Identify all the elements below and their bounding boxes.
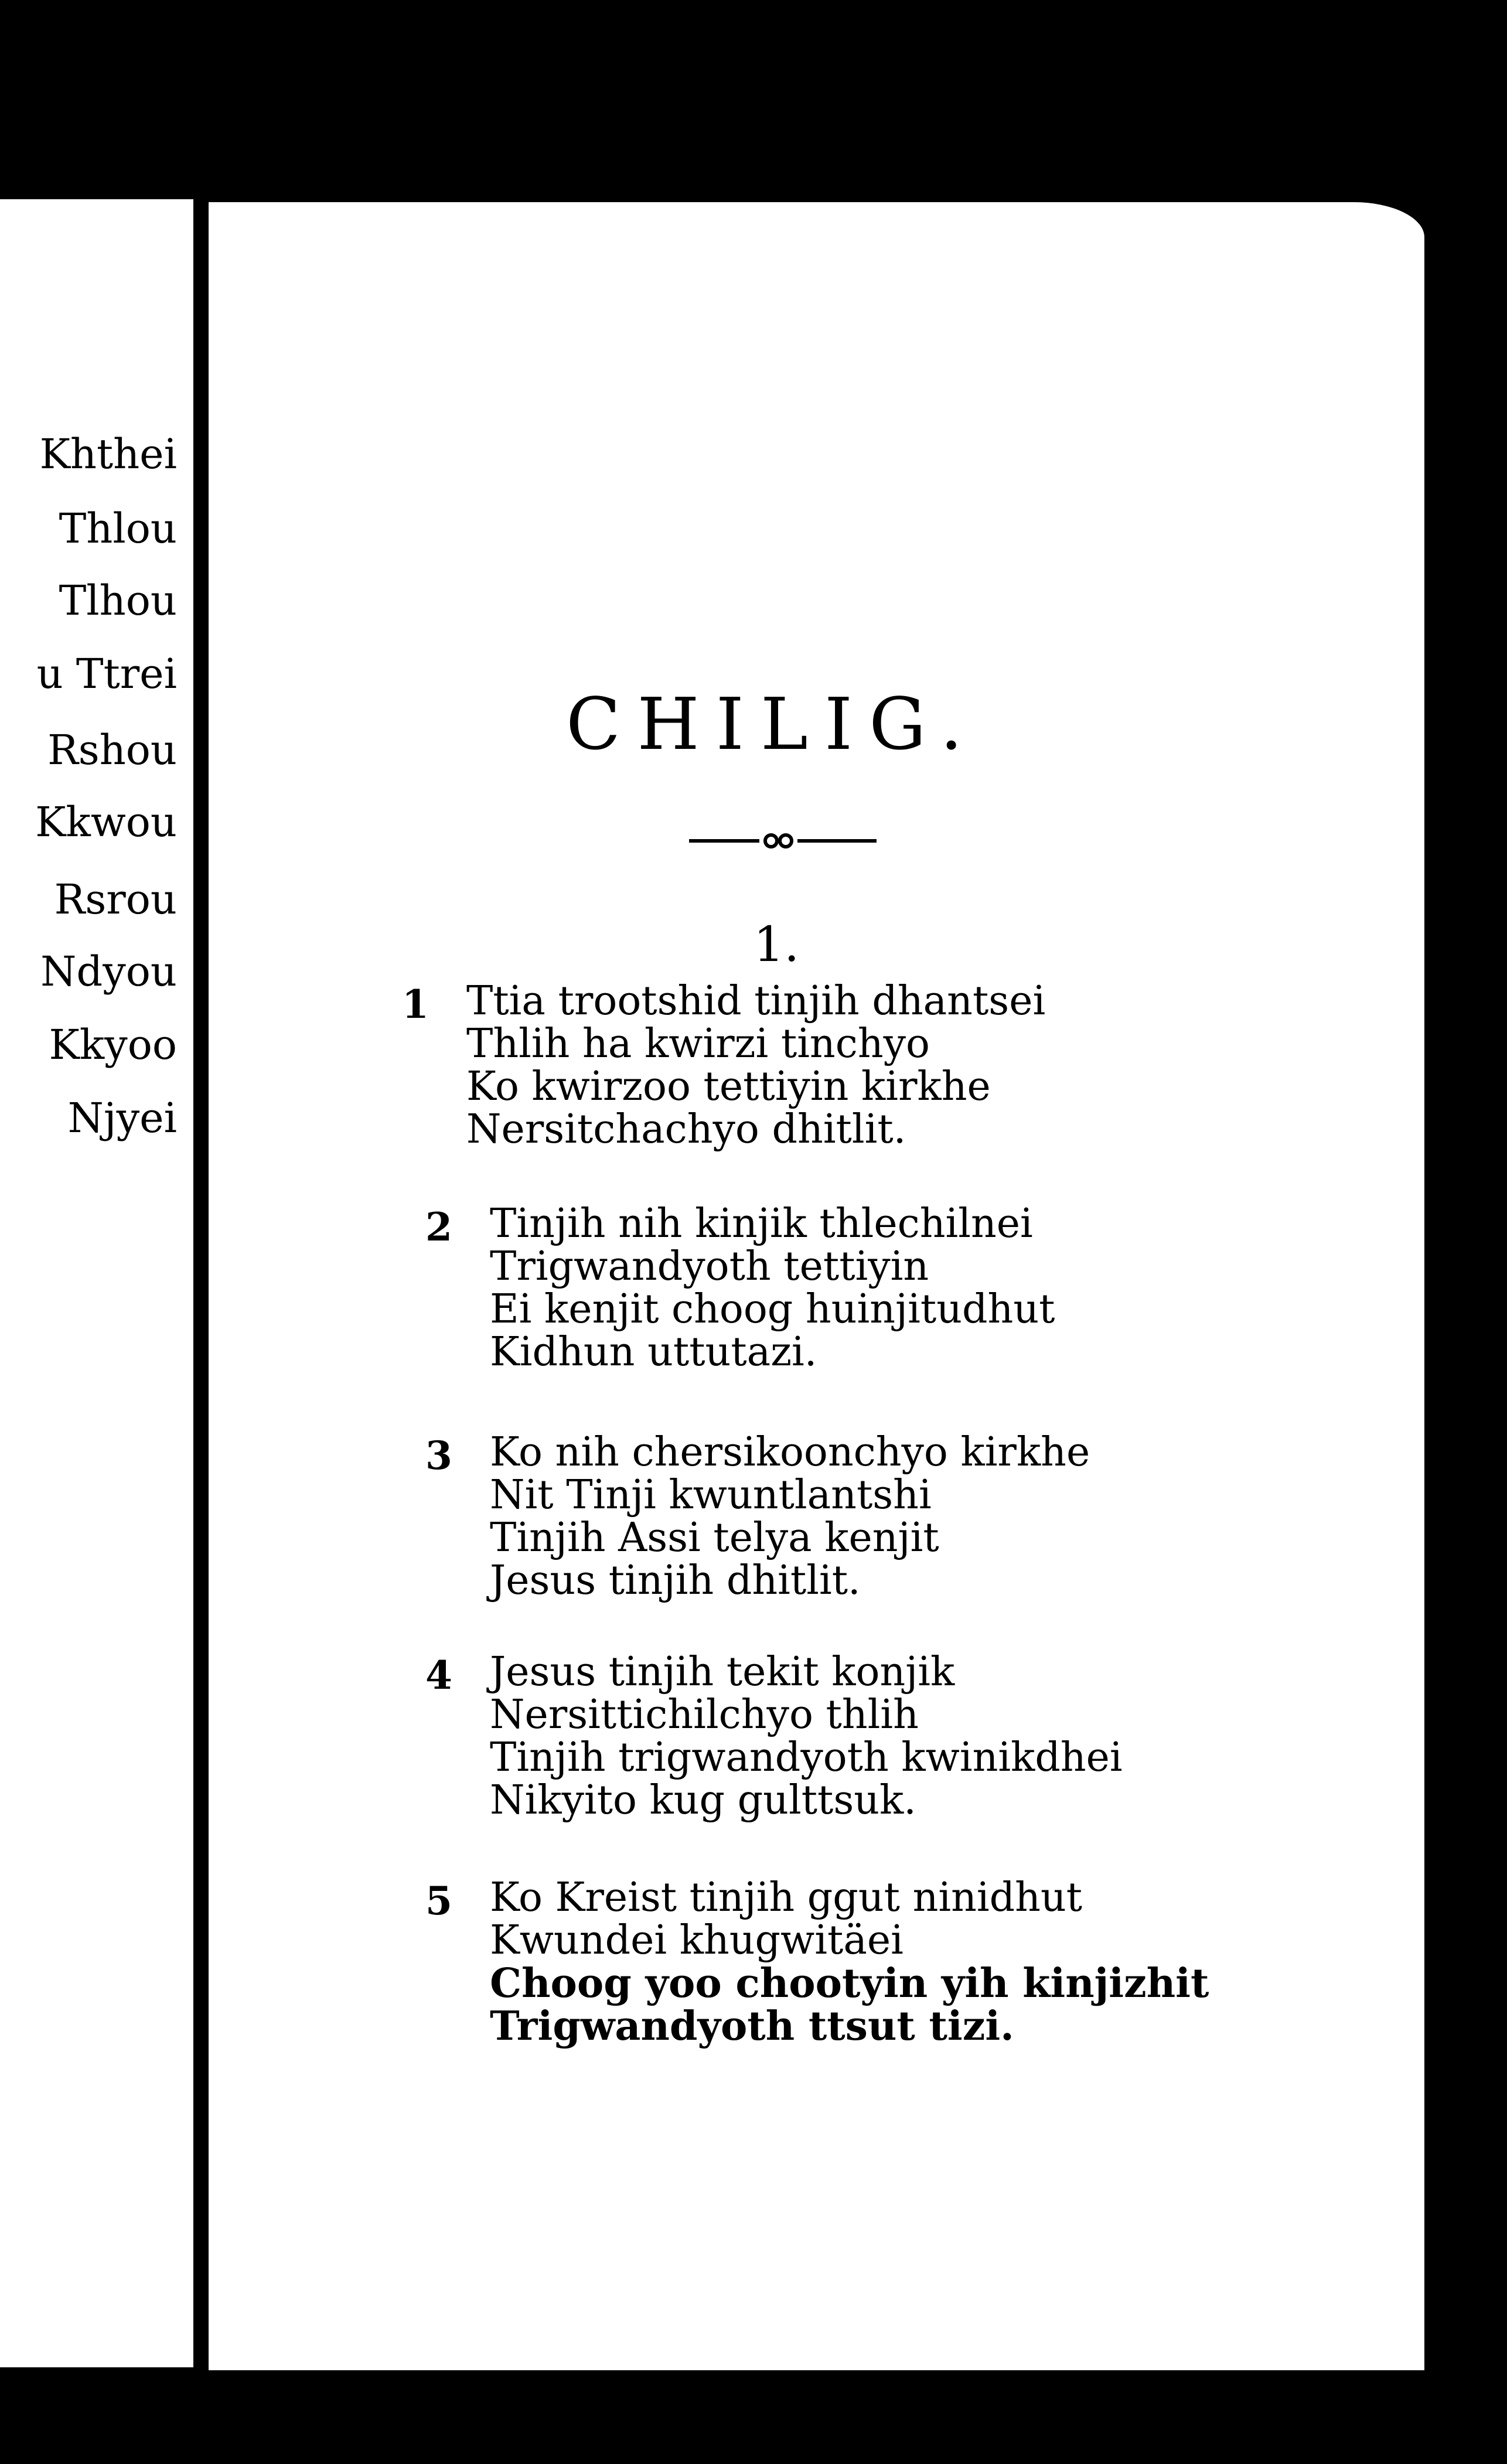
stanza-line: Jesus tinjih tekit konjik	[490, 1649, 955, 1695]
stanza-line: Choog yoo chootyin yih kinjizhit	[490, 1960, 1209, 2007]
left-word: Kkyoo	[49, 1021, 177, 1069]
stanza-line: Nikyito kug gulttsuk.	[490, 1777, 916, 1824]
hymn-number: 1.	[754, 917, 800, 973]
left-facing-page	[0, 199, 199, 2367]
stanza-line: Trigwandyoth ttsut tizi.	[490, 2003, 1014, 2050]
stanza-line: Jesus tinjih dhitlit.	[490, 1558, 861, 1604]
stanza-line: Nersitchachyo dhitlit.	[466, 1106, 906, 1153]
stanza-number: 3	[425, 1433, 452, 1478]
left-word: Thlou	[59, 505, 177, 553]
left-word: Khthei	[39, 430, 177, 478]
left-word: Njyei	[67, 1094, 177, 1142]
stanza-line: Ei kenjit choog huinjitudhut	[490, 1286, 1055, 1332]
stanza-number: 1	[402, 981, 429, 1027]
stanza-line: Thlih ha kwirzi tinchyo	[466, 1021, 930, 1067]
left-word: Tlhou	[59, 577, 177, 625]
ornamental-rule	[689, 823, 877, 858]
left-word: u Ttrei	[36, 650, 177, 698]
left-word: Rsrou	[54, 875, 177, 923]
stanza-line: Kidhun uttutazi.	[490, 1329, 817, 1375]
left-word: Kkwou	[35, 798, 177, 846]
stanza-number: 5	[425, 1878, 452, 1924]
stanza-line: Ttia trootshid tinjih dhantsei	[466, 978, 1046, 1024]
book-page	[209, 202, 1424, 2370]
stanza-line: Tinjih Assi telya kenjit	[490, 1515, 939, 1561]
stanza-line: Tinjih trigwandyoth kwinikdhei	[490, 1734, 1123, 1781]
stanza-number: 2	[425, 1204, 452, 1250]
stanza-number: 4	[425, 1652, 452, 1698]
stanza-line: Trigwandyoth tettiyin	[490, 1243, 929, 1290]
stanza-line: Ko Kreist tinjih ggut ninidhut	[490, 1875, 1083, 1921]
stanza-line: Nersittichilchyo thlih	[490, 1692, 919, 1738]
page-title: CHILIG.	[566, 683, 980, 766]
stanza-line: Ko kwirzoo tettiyin kirkhe	[466, 1064, 991, 1110]
book-gutter	[193, 199, 209, 2367]
stanza-line: Kwundei khugwitäei	[490, 1917, 903, 1964]
left-word: Rshou	[47, 726, 177, 774]
stanza-line: Nit Tinji kwuntlantshi	[490, 1472, 932, 1518]
left-word: Ndyou	[40, 948, 177, 996]
stanza-line: Ko nih chersikoonchyo kirkhe	[490, 1429, 1090, 1475]
stanza-line: Tinjih nih kinjik thlechilnei	[490, 1201, 1033, 1247]
